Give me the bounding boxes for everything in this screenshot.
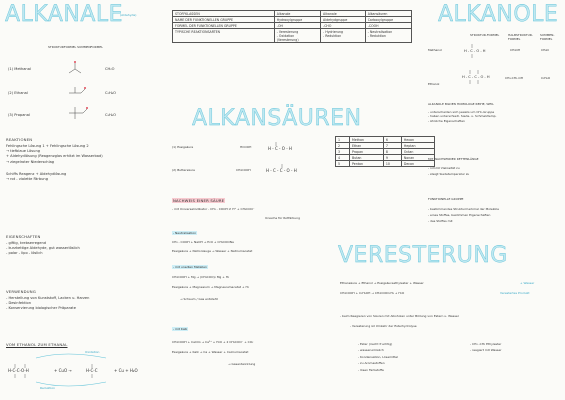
table-cell: TYPISCHE REAKTIONSARTEN — [173, 29, 275, 43]
table-cell: 7 — [383, 143, 401, 149]
svg-text:+ CuO →: + CuO → — [54, 368, 72, 373]
alkanole-col-3: SUMMEN-FORMEL — [540, 33, 555, 42]
table-cell: FORMEL DER FUNKTIONELLEN GRUPPE — [173, 23, 275, 29]
reaktion-line: → ziegelroter Niederschlag — [6, 159, 55, 164]
kalk-heading — [172, 327, 188, 331]
funktionelle-line: - des Stoffes mit — [428, 218, 453, 223]
alkanole-row-1-sum: CH₄O — [541, 48, 549, 52]
table-cell: -CHO — [321, 23, 366, 29]
acid-2: (2) Buttersäure — [172, 168, 195, 172]
table-cell: Alkansäuren — [365, 11, 411, 17]
funktionelle-gruppe-list — [428, 207, 499, 223]
metall-text: - mit unedlen Metallen — [173, 265, 207, 269]
funktionelle-line: - bestimmendes Strukturmerkmal der Moleküle — [428, 207, 499, 211]
neutralisation-heading — [172, 231, 197, 235]
table-row — [173, 29, 412, 43]
svg-text:H - C - C - O - H: H - C - C - O - H — [462, 75, 490, 79]
table-cell: Decan — [401, 161, 434, 167]
metall-heading — [172, 265, 208, 269]
alkanole-bilden-list — [428, 110, 497, 123]
alkanole-row-2: Ethanol — [428, 82, 440, 86]
veresterung-line-5: - Veresterung ist Umkehr der Esterhydrolyse — [350, 324, 417, 328]
alkane-names-table — [335, 136, 435, 167]
eigenschaft-line: - giftig, krebserregend — [6, 241, 47, 245]
table-cell: -OH — [274, 23, 320, 29]
table-cell: Methan — [350, 137, 384, 143]
svg-text:H - C - O - H: H - C - O - H — [268, 146, 292, 151]
alkanole-row-2-formula: CH₃-CH₂-OH — [505, 76, 523, 80]
table-cell: 4 — [336, 155, 350, 161]
table-cell: - Veresterung - Oxidation (Veresterung) — [274, 29, 320, 43]
neutralisation-eq-2: Essigsäure + Natronlauge → Wasser + Natriumacetat — [172, 249, 253, 253]
ketten-line: - steigt Siedetemperatur zu — [428, 172, 470, 177]
alkanole-row-2-sum: C₂H₆O — [541, 76, 551, 80]
alkanole-bilden-line: - ähnliche Eigenschaften — [428, 118, 465, 123]
metall-eq-3: → Schaum / Gas entsteht — [180, 297, 218, 301]
metall-eq-2: Essigsäure + Magnesium → Magnesiumacetat + H₂ — [172, 285, 249, 289]
table-cell: 2 — [336, 143, 350, 149]
table-cell: 6 — [383, 137, 401, 143]
table-cell: -COOH — [365, 23, 411, 29]
alkanale-row-1-formula: CH₂O — [105, 67, 115, 71]
reduktion-label: Reduktion — [40, 386, 56, 390]
svg-text:H-C-C-O-H: H-C-C-O-H — [8, 368, 29, 373]
reaktion-line: → tiefblaue Lösung — [6, 149, 40, 154]
eigenschaften-heading: EIGENSCHAFTEN — [6, 234, 41, 239]
neutralisation-eq: CH₃ - COOH + NaOH → H₂O + CH₃COONa — [172, 240, 234, 244]
verwendung-line: - Desinfektion — [6, 301, 32, 306]
veresterung-eig-line: - Ester (riecht fruchtig) — [358, 342, 393, 346]
oxidation-label: Oxidation — [85, 350, 100, 354]
nachweis-line: - mit Universalindikator - CH₃ - COOH ⇌ H⁺ + CH₃COO⁻ — [172, 207, 255, 211]
verwendung-heading: VERWENDUNG — [6, 289, 36, 294]
alkanole-title: ALKANOLE — [438, 2, 559, 27]
alkansaeuren-title: ALKANSÄUREN — [192, 106, 362, 131]
veresterung-line-3: Verestertes Produkt — [500, 291, 530, 295]
veresterung-title: VERESTERUNG — [338, 243, 508, 268]
alkanol-structures — [460, 40, 500, 90]
alkanal-structures — [55, 55, 95, 130]
kalk-eq: CH₃COOH + CaCO₃ → Ca²⁺ + H₂O + 2 CH₃COO⁻ + CO₂ — [172, 340, 254, 344]
table-cell: Carboxylgruppe — [365, 17, 411, 23]
alkanole-bilden-line: - unterscheiden sich jeweils um CH₂-Gruppe — [428, 110, 495, 114]
acid-1: (1) Essigsäure — [172, 145, 194, 149]
eigenschaften-list — [6, 241, 80, 257]
table-cell: Butan — [350, 155, 384, 161]
table-cell: Octan — [401, 149, 434, 155]
table-cell: Ethan — [350, 143, 384, 149]
table-cell: STOFFKLASSEN — [173, 11, 275, 17]
table-cell: 5 — [336, 161, 350, 167]
veresterung-right-line: - reagiert mit Wasser — [470, 348, 502, 353]
veresterung-line-4: - beim Reagieren von Säuren mit Alkoholen unter Bildung von Estern u. Wasser — [340, 314, 459, 318]
table-cell: Heptan — [401, 143, 434, 149]
table-cell: 8 — [383, 149, 401, 155]
veresterung-eig-line: - zu Aromastoffen — [358, 361, 385, 366]
reaktion-line: Schiffs Reagenz + Aldehydlösung — [6, 171, 67, 176]
eigenschaft-line: - kurzkettige Aldehyde, gut wasserlöslich — [6, 246, 80, 251]
veresterung-line-1b: + Wasser — [520, 281, 535, 285]
alkanale-row-2-formula: C₂H₄O — [105, 91, 116, 95]
svg-text:+ Cu + H₂O: + Cu + H₂O — [114, 368, 138, 373]
kalk-eq-2: Essigsäure + Kalk → Ca + Wasser + Calciumacetat — [172, 350, 249, 354]
table-cell: 3 — [336, 149, 350, 155]
svg-text:H-C-C: H-C-C — [86, 368, 98, 373]
veresterung-eig-line: - wasserunlöslich — [358, 348, 384, 353]
svg-text:H - C - C - O - H: H - C - C - O - H — [266, 168, 297, 173]
veresterung-line-1: Ethansäure + Ethanol → Essigsäureethylester + Wasser — [340, 281, 424, 285]
reaktionen-list — [6, 144, 103, 182]
neutralisation-text: - Neutralisation — [173, 231, 197, 235]
eigenschaft-line: - polar - lipo - löslich — [6, 251, 43, 256]
veresterung-right-line: - CH₃ -CH₂ Ethylester — [470, 342, 502, 346]
table-cell: 10 — [383, 161, 401, 167]
table-row — [336, 161, 435, 167]
row-name: (1) Methanal — [8, 67, 31, 71]
alkanale-subtitle: (Aldehyde) — [120, 13, 137, 17]
nachweis-heading-text: NACHWEIS EINER SÄURE — [173, 198, 225, 203]
alkanale-col-header: STRUKTURFORMEL SUMMENFORMEL — [48, 45, 103, 49]
kalk-eq-3: → Gasentwicklung — [228, 362, 256, 366]
alkanole-row-1: Methanol — [428, 48, 442, 52]
acid-1-formula: HCOOH — [240, 145, 252, 149]
veresterung-line-2: CH₃COOH + C₂H₅OH → CH₃COOC₂H₅ + H₂O — [340, 291, 405, 295]
alkanale-title: ALKANALE — [5, 2, 124, 27]
kettenlaenge-list — [428, 166, 469, 177]
ketten-line: - nimmt Viskosität zu — [428, 166, 460, 170]
stoffklassen-table — [172, 10, 412, 43]
ethanol-ethanal-heading: VOM ETHANOL ZUM ETHANAL — [6, 342, 68, 347]
verwendung-line: - Herstellung von Kunststoff, Lacken u. Harzen — [6, 296, 90, 300]
svg-text:H - C - O - H: H - C - O - H — [464, 49, 486, 53]
alkanole-col-2: HALBSTRUKTUR-FORMEL — [508, 33, 533, 42]
table-cell: NAME DER FUNKTIONELLEN GRUPPE — [173, 17, 275, 23]
alkanole-row-1-formula: CH₃OH — [510, 48, 521, 52]
table-cell: - Neutralisation - Reduktion — [365, 29, 411, 43]
alkanole-bilden-heading: ALKANOLE BILDEN HOMOLOGE REIHE, WEIL — [428, 102, 494, 106]
table-cell: Aldehydgruppe — [321, 17, 366, 23]
reaktionen-heading: REAKTIONEN — [6, 137, 33, 142]
veresterung-eig-line: - lösen Farbstoffe — [358, 367, 384, 372]
kettenlaenge-heading: MIT WACHSENDER KETTENLÄNGE — [428, 157, 479, 161]
table-cell: Hydroxylgruppe — [274, 17, 320, 23]
reaktion-line: → rot - violette Färbung — [6, 177, 48, 182]
table-cell: Alkanale — [321, 11, 366, 17]
alkanole-bilden-line: - haben unterschiedl. Siede- u. Schmelztemp. — [428, 114, 497, 119]
verwendung-list — [6, 296, 89, 312]
table-cell: 9 — [383, 155, 401, 161]
veresterung-eig-list — [358, 342, 398, 372]
alkanale-row-2: (2) Ethanal — [8, 91, 28, 95]
veresterung-right-list — [470, 342, 502, 353]
table-cell: Propan — [350, 149, 384, 155]
metall-eq: CH₃COOH + Mg → (CH₃COO)₂ Mg + H₂ — [172, 275, 230, 279]
nachweis-heading — [172, 198, 225, 203]
table-cell: - Hydrierung - Reduktion — [321, 29, 366, 43]
table-cell: Alkanole — [274, 11, 320, 17]
alkanale-row-3: (3) Propanal — [8, 113, 30, 117]
table-cell: Nonan — [401, 155, 434, 161]
acid-structures — [262, 138, 302, 178]
alkanole-col-1: STRUKTUR-FORMEL — [470, 33, 500, 37]
table-cell: 1 — [336, 137, 350, 143]
kalk-text: - mit Kalk — [173, 327, 188, 331]
funktionelle-gruppe-heading: FUNKTIONELLE GRUPPE — [428, 197, 464, 201]
alkanale-row-3-formula: C₃H₆O — [105, 113, 116, 117]
table-cell: Hexan — [401, 137, 434, 143]
nachweis-line-2: Ursache für Rotfärbung — [265, 216, 301, 220]
ethanol-ethanal-diagram — [6, 352, 146, 388]
funktionelle-line: - eines Stoffes, bestimmen Eigenschaften — [428, 212, 491, 217]
veresterung-eig-line: - Kondensation, Lösemittel — [358, 354, 398, 359]
reaktion-line: + Aldehydlösung (Reagenzglas erhitzt im Wasserbad) — [6, 154, 103, 159]
verwendung-line: - Konservierung biologischer Präparate — [6, 306, 76, 311]
table-cell: Pentan — [350, 161, 384, 167]
reaktion-line: Fehlingsche Lösung 1 + Fehlingsche Lösung 2 — [6, 144, 89, 148]
acid-2-formula: CH₃COOH — [236, 168, 251, 172]
alkanale-row-1 — [8, 67, 31, 72]
